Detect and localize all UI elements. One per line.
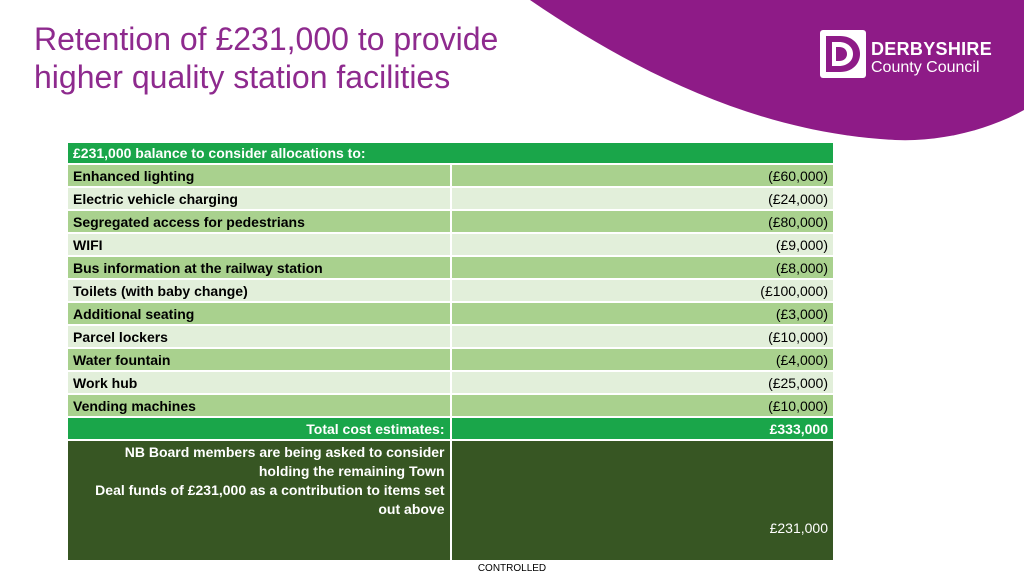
table-header-cell: £231,000 balance to consider allocations to: (68, 143, 833, 164)
item-label: Parcel lockers (68, 325, 451, 348)
item-label: Vending machines (68, 394, 451, 417)
nb-value: £231,000 (451, 440, 834, 561)
table-row (68, 210, 833, 233)
item-cost: (£8,000) (451, 256, 834, 279)
footer-classification: CONTROLLED (477, 563, 547, 574)
item-label: Toilets (with baby change) (68, 279, 451, 302)
item-cost: (£4,000) (451, 348, 834, 371)
dd-logo-icon (820, 30, 866, 78)
table-row (68, 371, 833, 394)
item-cost: (£9,000) (451, 233, 834, 256)
item-cost: (£24,000) (451, 187, 834, 210)
nb-row (68, 440, 833, 561)
table-row (68, 279, 833, 302)
total-label: Total cost estimates: (68, 417, 451, 440)
item-cost: (£10,000) (451, 394, 834, 417)
item-label: Work hub (68, 371, 451, 394)
title-line-2: higher quality station facilities (34, 59, 451, 95)
derbyshire-logo (820, 30, 1000, 80)
item-label: Bus information at the railway station (68, 256, 451, 279)
allocation-table (68, 143, 833, 562)
item-label: Enhanced lighting (68, 164, 451, 187)
table-header-row (68, 143, 833, 164)
table-row (68, 348, 833, 371)
table-row (68, 256, 833, 279)
item-label: WIFI (68, 233, 451, 256)
nb-note-line-1: NB Board members are being asked to consider holding the remaining Town (124, 444, 445, 479)
item-cost: (£100,000) (451, 279, 834, 302)
table-row (68, 233, 833, 256)
total-value: £333,000 (451, 417, 834, 440)
logo-text-county-council: County Council (871, 59, 980, 76)
item-label: Additional seating (68, 302, 451, 325)
table-row (68, 394, 833, 417)
item-cost: (£10,000) (451, 325, 834, 348)
item-cost: (£80,000) (451, 210, 834, 233)
item-label: Electric vehicle charging (68, 187, 451, 210)
table-row (68, 302, 833, 325)
nb-note (68, 440, 451, 561)
item-cost: (£25,000) (451, 371, 834, 394)
title-line-1: Retention of £231,000 to provide (34, 21, 499, 57)
table-row (68, 325, 833, 348)
slide-title (34, 20, 594, 96)
table-row (68, 164, 833, 187)
item-label: Water fountain (68, 348, 451, 371)
item-cost: (£60,000) (451, 164, 834, 187)
item-cost: (£3,000) (451, 302, 834, 325)
total-row (68, 417, 833, 440)
table-row (68, 187, 833, 210)
logo-text-derbyshire: DERBYSHIRE (871, 39, 993, 59)
nb-note-line-2: Deal funds of £231,000 as a contribution to items set out above (95, 482, 445, 517)
item-label: Segregated access for pedestrians (68, 210, 451, 233)
